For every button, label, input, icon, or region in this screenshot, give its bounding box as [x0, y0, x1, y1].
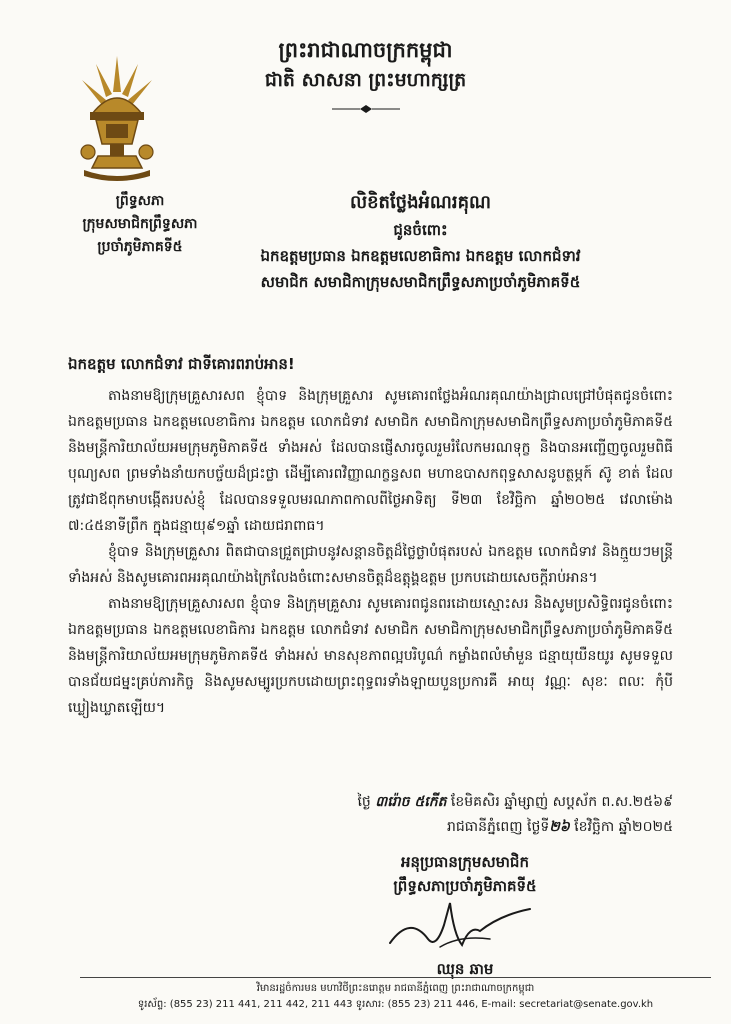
solar-day: ២៦: [549, 819, 570, 835]
lunar-date: [357, 790, 673, 815]
solar-date: [357, 815, 673, 840]
senate-emblem-icon: [76, 52, 158, 182]
salutation: ឯកឧត្តម លោកជំទាវ ជាទីគោរពរាប់អាន!: [68, 355, 295, 373]
signatory-title-2: ព្រឹទ្ធសភាប្រចាំភូមិភាគទី៥: [393, 877, 537, 895]
signature-icon: [380, 895, 540, 955]
date-block: [357, 790, 673, 840]
paragraph: តាងនាមឱ្យក្រុមគ្រួសារសព ខ្ញុំបាទ និងក្រុមគ្រួសារ សូមគោរពថ្លែងអំណរគុណយ៉ាងជ្រាលជ្រៅបំផុតជូនចំពោះ ឯកឧត្តមប្រធាន ឯកឧត្តមលេខាធិការ ឯកឧត្តម លោកជំទាវ សមាជិក សមាជិកាក្រុមសមាជិកព្រឹទ្ធសភាប្រចាំភូមិភាគទី៥ និងមន្ត្រីការិយាល័យអមក្រុមភូមិភាគទី៥ ទាំងអស់ ដែលបានផ្ញើសារចូលរួមរំលែកមរណទុក្ខ និងបានអញ្ជើញចូលរួមពិធីបុណ្យសព ព្រមទាំងនាំយកបច្ច័យដ៏ជ្រះថ្លា ដើម្បីគោរពវិញ្ញាណក្ខន្ធសព មហាឧបាសកពុទ្ធសាសនូបត្ថម្ភក៍ ស៊ូ ខាត់ ដែលត្រូវជាឪពុកមាបង្កើតរបស់ខ្ញុំ ដែលបានទទួលមរណភាពកាលពីថ្ងៃអាទិត្យ ទី២៣ ខែវិច្ឆិកា ឆ្នាំ២០២៥ វេលាម៉ោង ៧:៤៥នាទីព្រឹក ក្នុងជន្មាយុ៩១ឆ្នាំ ដោយជរាពាធ។: [68, 388, 673, 534]
letter-title: លិខិតថ្លែងអំណរគុណ: [349, 192, 492, 213]
kingdom-name: ព្រះរាជាណាចក្រកម្ពុជា: [278, 38, 453, 62]
signatory-title-1: អនុប្រធានក្រុមសមាជិក: [401, 853, 529, 871]
paragraph: តាងនាមឱ្យក្រុមគ្រួសារសព ខ្ញុំបាទ និងក្រុមគ្រួសារ សូមគោរពជូនពរដោយស្មោះសរ និងសូមប្រសិទ្ធិពរជូនចំពោះ ឯកឧត្តមប្រធាន ឯកឧត្តមលេខាធិការ ឯកឧត្តម លោកជំទាវ សមាជិក សមាជិកាក្រុមសមាជិកព្រឹទ្ធសភាប្រចាំភូមិភាគទី៥ និងមន្ត្រីការិយាល័យអមក្រុមភូមិភាគទី៥ ទាំងអស់ មានសុខភាពល្អបរិបូណ៌ កម្លាំងពលំមាំមួន ជន្មាយុយឺនយូរ សូមទទួលបានជ័យជម្នះគ្រប់ភារកិច្ច និងសូមសម្បូរប្រកបដោយព្រះពុទ្ធពរទាំងឡាយបួនប្រការគឺ អាយុ វណ្ណៈ សុខៈ ពលៈ កុំបីឃ្លៀងឃ្លាតឡើយ។: [68, 596, 673, 716]
solar-prefix: រាជធានីភ្នំពេញ ថ្ងៃទី: [447, 819, 550, 835]
lunar-handwritten: ៣រ៉ោច ៥កើត: [375, 794, 447, 810]
org-region: ប្រចាំភូមិភាគទី៥: [97, 239, 183, 255]
org-senate: ព្រឹទ្ធសភា: [115, 193, 165, 209]
signatory-title: [300, 850, 630, 898]
signer-name: ឈុន ឆាម: [436, 960, 494, 978]
letter-body: [68, 383, 673, 721]
lunar-prefix: ថ្ងៃ: [357, 794, 371, 810]
letter-to: ជូនចំពោះ: [393, 221, 448, 239]
national-motto: ជាតិ សាសនា ព្រះមហាក្សត្រ: [264, 69, 467, 91]
letter-recipients-2: សមាជិក សមាជិកាក្រុមសមាជិកព្រឹទ្ធសភាប្រចាំភូមិភាគទី៥: [260, 273, 581, 291]
ornament-divider-icon: [330, 104, 402, 114]
footer-address: វិមានរដ្ឋចំការមន មហាវិថីព្រះនរោត្តម រាជធានីភ្នំពេញ ព្រះរាជាណាចក្រកម្ពុជា: [256, 983, 535, 994]
letter-recipients-1: ឯកឧត្តមប្រធាន ឯកឧត្តមលេខាធិការ ឯកឧត្តម លោកជំទាវ: [260, 247, 581, 265]
footer-contact: ទូរស័ព្ទ: (855 23) 211 441, 211 442, 211 443 ទូរសារ: (855 23) 211 446, E-mail: secretariat@senate.gov.kh: [137, 999, 654, 1010]
org-group: ក្រុមសមាជិកព្រឹទ្ធសភា: [82, 216, 198, 232]
paragraph: ខ្ញុំបាទ និងក្រុមគ្រួសារ ពិតជាបានជ្រួតជ្រាបនូវសន្តានចិត្តដ៏ថ្លៃថ្លាបំផុតរបស់ ឯកឧត្តម លោកជំទាវ និងក្មួយៗមន្ត្រីទាំងអស់ និងសូមគោរពអរគុណយ៉ាងក្រៃលែងចំពោះសមានចិត្តដ៏ឧត្តុង្គឧត្តម ប្រកបដោយសេចក្ដីរាប់អាន។: [68, 544, 673, 586]
lunar-rest: ខែមិគសិរ ឆ្នាំម្សាញ់ សប្តស័ក ព.ស.២៥៦៩: [450, 794, 673, 810]
letter-heading: [150, 190, 691, 294]
solar-rest: ខែវិច្ឆិកា ឆ្នាំ២០២៥: [574, 819, 673, 835]
letter-footer: [80, 977, 711, 1013]
